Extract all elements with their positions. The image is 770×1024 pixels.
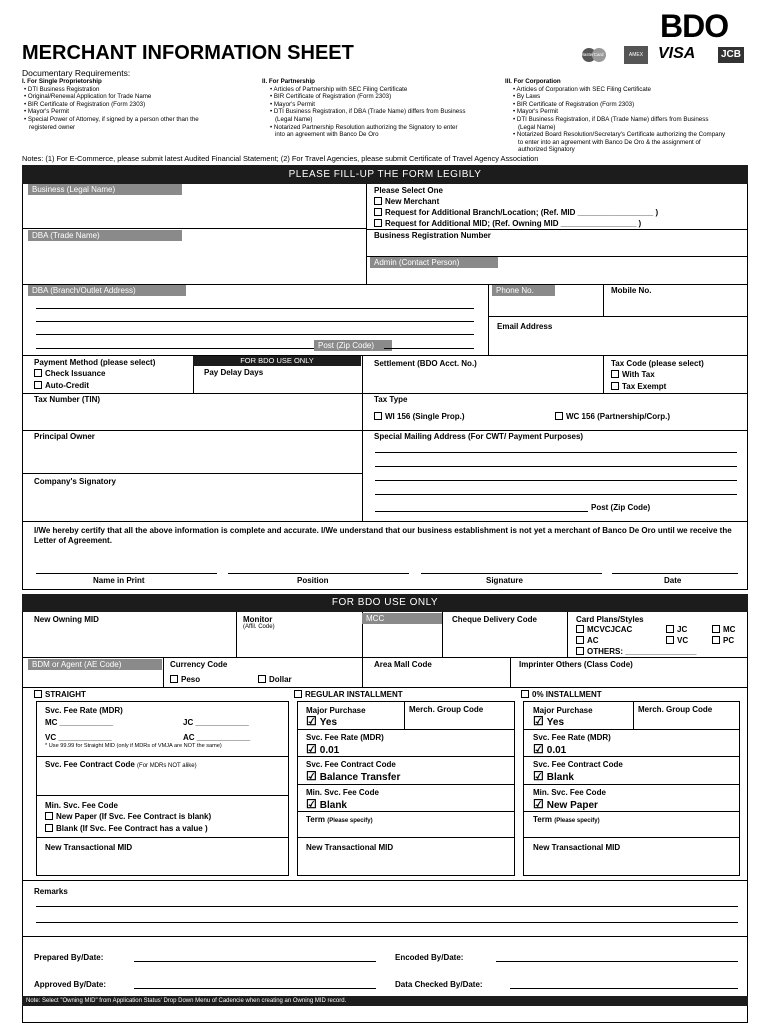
- pay-delay-label: Pay Delay Days: [204, 368, 264, 377]
- use-note: * Use 99.99 for Straight MID (only if MDRs of VMJA are NOT the same): [45, 743, 222, 749]
- new-merchant-option[interactable]: New Merchant: [374, 197, 439, 206]
- tax-code-label: Tax Code (please select): [611, 359, 704, 368]
- req-item: • Articles of Partnership with SEC Filing Certificate: [270, 85, 408, 93]
- regular-new-trans-mid-label: New Transactional MID: [306, 843, 394, 852]
- mobile-label: Mobile No.: [611, 286, 652, 295]
- page-title: MERCHANT INFORMATION SHEET: [22, 42, 354, 64]
- encoded-by-label: Encoded By/Date:: [395, 953, 464, 962]
- new-trans-mid-label: New Transactional MID: [45, 843, 133, 852]
- dba-trade-label: DBA (Trade Name): [28, 230, 182, 241]
- request-additional-mid-option[interactable]: Request for Additional MID; (Ref. Owning MID _________________ ): [374, 219, 641, 228]
- new-owning-mid-label: New Owning MID: [34, 615, 99, 624]
- jc-rate-field[interactable]: JC ____________: [183, 718, 249, 727]
- imprinter-label: Imprinter Others (Class Code): [519, 660, 633, 669]
- checkmark-icon: ☑: [306, 769, 317, 783]
- regular-svc-rate-label: Svc. Fee Rate (MDR): [306, 733, 384, 742]
- business-registration-label: Business Registration Number: [374, 231, 491, 240]
- wc156-option[interactable]: WC 156 (Partnership/Corp.): [555, 412, 670, 421]
- zero-blank-checked[interactable]: ☑ Blank: [533, 769, 574, 783]
- ac-option[interactable]: AC: [576, 636, 599, 645]
- regular-installment-option[interactable]: REGULAR INSTALLMENT: [294, 690, 403, 699]
- req-item: • Mayor's Permit: [270, 100, 315, 108]
- tax-number-label: Tax Number (TIN): [34, 395, 101, 404]
- regular-svc-contract-label: Svc. Fee Contract Code: [306, 760, 396, 769]
- jc-option[interactable]: JC: [666, 625, 687, 634]
- currency-code-label: Currency Code: [170, 660, 228, 669]
- req-item: • Articles of Corporation with SEC Filing Certificate: [513, 85, 652, 93]
- merch-group-label: Merch. Group Code: [409, 705, 484, 714]
- area-mall-label: Area Mall Code: [374, 660, 432, 669]
- post-zip-label: Post (Zip Code): [314, 340, 392, 351]
- regular-min-svc-label: Min. Svc. Fee Code: [306, 788, 379, 797]
- req-item: • BIR Certificate of Registration (Form 2303): [513, 100, 635, 108]
- mastercard-logo: MasterCard: [578, 47, 614, 63]
- zero-rate-checked[interactable]: ☑ 0.01: [533, 742, 567, 756]
- req-item: • By Laws: [513, 93, 541, 101]
- new-paper-blank-option[interactable]: New Paper (If Svc. Fee Contract is blank): [45, 812, 211, 821]
- req-item: • Mayor's Permit: [24, 108, 69, 116]
- business-legal-label: Business (Legal Name): [28, 184, 182, 195]
- sig-name-label: Name in Print: [93, 576, 145, 585]
- footer-note: Note: Select "Owning MID" from Application Status' Drop Down Menu of Cadencie when creating an Owning MID record.: [22, 996, 748, 1006]
- zero-svc-contract-label: Svc. Fee Contract Code: [533, 760, 623, 769]
- req-item: • DTI Business Registration, if DBA (Trade Name) differs from Business (Legal Name): [513, 115, 709, 131]
- jcb-logo: JCB: [718, 47, 744, 63]
- dba-branch-label: DBA (Branch/Outlet Address): [28, 285, 186, 296]
- bdo-logo: BDO: [660, 8, 729, 44]
- req-item: • DTI Business Registration, if DBA (Trade Name) differs from Business (Legal Name): [270, 108, 466, 123]
- svc-fee-rate-label: Svc. Fee Rate (MDR): [45, 706, 123, 715]
- approved-by-label: Approved By/Date:: [34, 980, 107, 989]
- balance-transfer-checked[interactable]: ☑ Balance Transfer: [306, 769, 401, 783]
- amex-logo: AMEX: [624, 46, 648, 64]
- company-signatory-label: Company's Signatory: [34, 477, 116, 486]
- mc-option[interactable]: MC: [712, 625, 735, 634]
- svc-contract-label: Svc. Fee Contract Code (For MDRs NOT alike): [45, 760, 197, 769]
- settlement-label: Settlement (BDO Acct. No.): [374, 359, 477, 368]
- zero-yes-checked[interactable]: ☑ Yes: [533, 714, 565, 728]
- checkmark-icon: ☑: [533, 742, 544, 756]
- req-corporation-title: III. For Corporation: [505, 78, 561, 85]
- special-mailing-label: Special Mailing Address (For CWT/ Payment Purposes): [374, 432, 584, 441]
- req-item: • Special Power of Attorney, if signed by a person other than the registered owner: [24, 115, 199, 131]
- documentary-requirements: Documentary Requirements:: [22, 68, 131, 78]
- prepared-by-label: Prepared By/Date:: [34, 953, 104, 962]
- req-item: • Original/Renewal Application for Trade Name: [24, 93, 152, 101]
- zero-new-paper-checked[interactable]: ☑ New Paper: [533, 797, 598, 811]
- bdo-use-bar: FOR BDO USE ONLY: [22, 594, 748, 612]
- tax-exempt-option[interactable]: Tax Exempt: [611, 382, 666, 391]
- others-option[interactable]: OTHERS: ________________: [576, 647, 696, 656]
- zero-min-svc-label: Min. Svc. Fee Code: [533, 788, 606, 797]
- fillup-bar: PLEASE FILL-UP THE FORM LEGIBLY: [22, 165, 748, 184]
- vc-option[interactable]: VC: [666, 636, 688, 645]
- affil-code-label: (Affil. Code): [243, 624, 275, 630]
- regular-rate-checked[interactable]: ☑ 0.01: [306, 742, 340, 756]
- req-single-title: I. For Single Proprietorship: [22, 78, 102, 85]
- regular-blank-checked[interactable]: ☑ Blank: [306, 797, 347, 811]
- auto-credit-option[interactable]: Auto-Credit: [34, 381, 89, 390]
- request-additional-branch-option[interactable]: Request for Additional Branch/Location; (Ref. MID _________________ ): [374, 208, 658, 217]
- checkmark-icon: ☑: [533, 714, 544, 728]
- zero-major-purchase-label: Major Purchase: [533, 706, 593, 715]
- notes: Notes: (1) For E-Commerce, please submit latest Audited Financial Statement; (2) For Travel Agencies, please submit Certificate of Travel Agency Association: [22, 154, 539, 163]
- pc-option[interactable]: PC: [712, 636, 734, 645]
- please-select-label: Please Select One: [374, 186, 443, 195]
- sig-position-label: Position: [297, 576, 329, 585]
- checkmark-icon: ☑: [306, 742, 317, 756]
- checkmark-icon: ☑: [533, 769, 544, 783]
- mcc-label: MCC: [362, 613, 442, 624]
- cheque-delivery-label: Cheque Delivery Code: [452, 615, 537, 624]
- check-issuance-option[interactable]: Check Issuance: [34, 369, 105, 378]
- peso-option[interactable]: Peso: [170, 675, 200, 684]
- checkmark-icon: ☑: [533, 797, 544, 811]
- certification-text: I/We hereby certify that all the above information is complete and accurate. I/We understand that our business establishment is not yet a merchant of Banco De Oro until we receive the Letter of Agreement.: [34, 526, 732, 545]
- req-item: • BIR Certificate of Registration (Form 2303): [270, 93, 392, 101]
- with-tax-option[interactable]: With Tax: [611, 370, 655, 379]
- straight-option[interactable]: STRAIGHT: [34, 690, 86, 699]
- min-svc-fee-label: Min. Svc. Fee Code: [45, 801, 118, 810]
- regular-term-label: Term (Please specify): [306, 815, 373, 824]
- for-bdo-use-mini: FOR BDO USE ONLY: [193, 356, 361, 366]
- monitor-label: Monitor: [243, 615, 273, 624]
- data-checked-label: Data Checked By/Date:: [395, 980, 483, 989]
- card-logos: [578, 45, 748, 65]
- wi156-option[interactable]: WI 156 (Single Prop.): [374, 412, 465, 421]
- dollar-option[interactable]: Dollar: [258, 675, 292, 684]
- req-partnership-title: II. For Partnership: [262, 78, 315, 85]
- req-corporation: [505, 78, 730, 154]
- blank-has-value-option[interactable]: Blank (If Svc. Fee Contract has a value ): [45, 824, 208, 833]
- bdm-agent-label: BDM or Agent (AE Code): [28, 659, 162, 670]
- ac-rate-field[interactable]: AC ____________: [183, 733, 251, 742]
- checkmark-icon: ☑: [306, 714, 317, 728]
- checkmark-icon: ☑: [306, 797, 317, 811]
- req-item: • Notarized Partnership Resolution authorizing the Signatory to enter into an agreement with Banco De Oro: [270, 123, 458, 139]
- vc-rate-field[interactable]: VC ____________: [45, 733, 112, 742]
- req-partnership: [262, 78, 482, 139]
- regular-yes-checked[interactable]: ☑ Yes: [306, 714, 338, 728]
- principal-owner-label: Principal Owner: [34, 432, 95, 441]
- major-purchase-label: Major Purchase: [306, 706, 366, 715]
- card-plans-label: Card Plans/Styles: [576, 615, 644, 624]
- zero-new-trans-mid-label: New Transactional MID: [533, 843, 621, 852]
- mc-rate-field[interactable]: MC ____________: [45, 718, 114, 727]
- mcvcjcac-option[interactable]: MCVCJCAC: [576, 625, 632, 634]
- remarks-label: Remarks: [34, 887, 68, 896]
- email-label: Email Address: [497, 322, 553, 331]
- req-item: • DTI Business Registration: [24, 85, 100, 93]
- tax-type-label: Tax Type: [374, 395, 408, 404]
- phone-label: Phone No.: [492, 285, 555, 296]
- payment-method-label: Payment Method (please select): [34, 358, 156, 367]
- visa-logo: VISA: [658, 45, 696, 62]
- zero-svc-rate-label: Svc. Fee Rate (MDR): [533, 733, 611, 742]
- req-item: • Notarized Board Resolution/Secretary's Certificate authorizing the Company to enter into an agreement with Banco De Oro & the assignment of authorized Signatory: [513, 131, 726, 154]
- post-zip-2-label: Post (Zip Code): [591, 503, 651, 512]
- req-item: • BIR Certificate of Registration (Form 2303): [24, 100, 146, 108]
- zero-term-label: Term (Please specify): [533, 815, 600, 824]
- req-single: [22, 78, 242, 131]
- zero-merch-group-label: Merch. Group Code: [638, 705, 713, 714]
- sig-signature-label: Signature: [486, 576, 523, 585]
- admin-contact-label: Admin (Contact Person): [370, 257, 498, 268]
- sig-date-label: Date: [664, 576, 682, 585]
- req-item: • Mayor's Permit: [513, 108, 558, 116]
- zero-installment-option[interactable]: 0% INSTALLMENT: [521, 690, 602, 699]
